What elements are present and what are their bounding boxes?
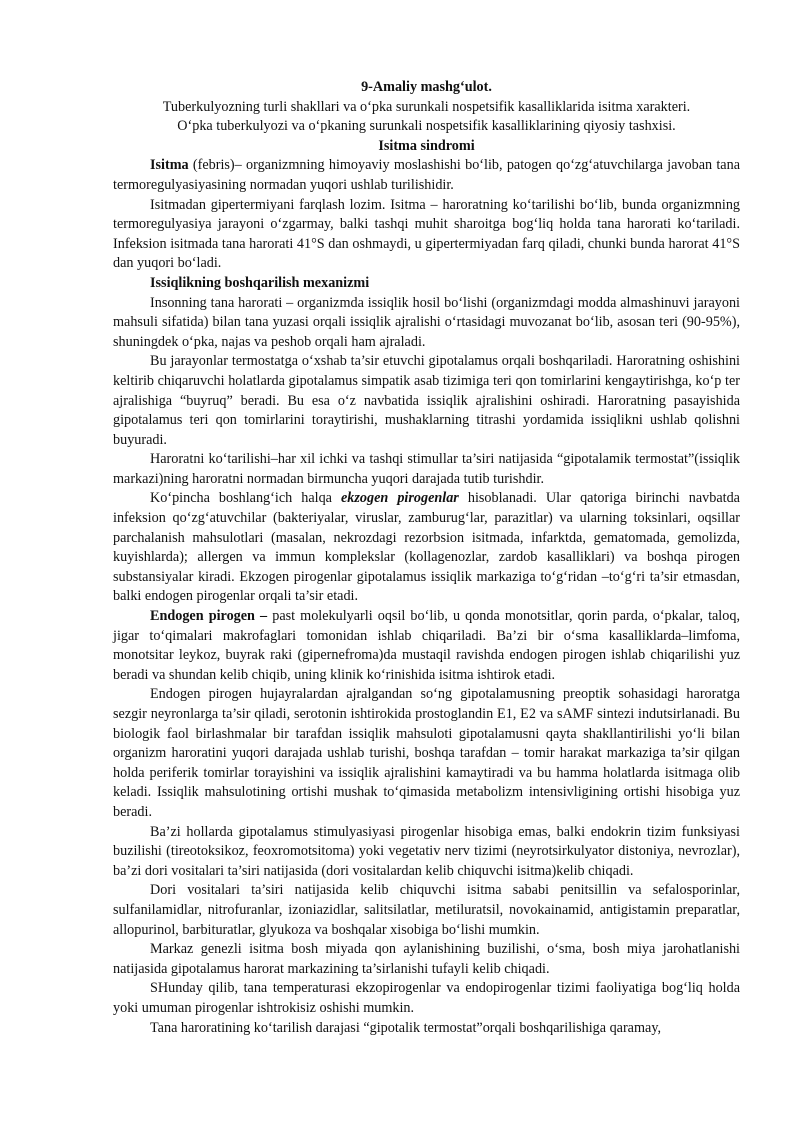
subheading: Issiqlikning boshqarilish mexanizmi: [150, 274, 370, 291]
paragraph-6-pre: Ko‘pincha boshlang‘ich halqa: [150, 490, 341, 507]
paragraph-11: Markaz genezli isitma bosh miyada qon aylanishining buzilishi, o‘sma, bosh miya jarohatlanishi natijasida gipotalamus harorat markazining ta’sirlanishi tufayli kelib chiqadi.: [113, 941, 740, 977]
paragraph-9: Ba’zi hollarda gipotalamus stimulyasiyasi pirogenlar hisobiga emas, balki endokrin tizim funksiyasi buzilishi (tireotoksikoz, feoxromotsitoma) yoki vegetativ nerv tizimi (neyrotsirkulyator distoniya, nevrozlar), ba’zi dori vositalari ta’siri natijasida (dori vositalardan kelib chiquvchi isitma)kelib chiqadi.: [113, 823, 740, 879]
paragraph-6-post: hisoblanadi. Ular qatoriga birinchi navbatda infeksion qo‘zg‘atuvchilar (bakteriyalar, viruslar, zamburug‘lar, parazitlar) va ularning toksinlari, oqsillar parchalanish mahsulotlari (masalan, nekrozdagi rezorbsion isitmada, infarktda, gematomada, gemolizda, kuyishlarda); allergen va immun komplekslar (kollagenozlar, zardob kasalliklari) va boshqa pirogen substansiyalar kiradi. Ekzogen pirogenlar gipotalamus issiqlik markaziga to‘g‘ridan –to‘g‘ri ta’sir etmasdan, balki endogen pirogenlar orqali ta’sir etadi.: [113, 490, 740, 605]
subtitle-1: Tuberkulyozning turli shakllari va o‘pka surunkali nospetsifik kasalliklarida isitma xarakteri.: [162, 98, 691, 115]
paragraph-5: Haroratni ko‘tarilishi–har xil ichki va tashqi stimullar ta’siri natijasida “gipotalamik termostat”(issiqlik markazi)ning haroratni normadan birmuncha yuqori darajada tutib turishdir.: [113, 451, 740, 487]
subtitle-2: O‘pka tuberkulyozi va o‘pkaning surunkali nospetsifik kasalliklarining qiyosiy tashxisi.: [177, 118, 676, 135]
paragraph-13: Tana haroratining ko‘tarilish darajasi “gipotalik termostat”orqali boshqarilishiga qaramay,: [150, 1019, 662, 1036]
paragraph-2: Isitmadan gipertermiyani farqlash lozim. Isitma – haroratning ko‘tarilishi bo‘lib, bunda organizmning termoregulyasiya jarayoni o‘zgarmay, balki tashqi muhit sharoitga bog‘liq holda tana harorati ko‘tariladi. Infeksion isitmada tana harorati 41°S dan oshmaydi, u gipertermiyadan farq qiladi, chunki bunda harorat 41°S dan yuqori bo‘ladi.: [113, 196, 740, 272]
page-title: 9-Amaliy mashg‘ulot.: [361, 79, 492, 95]
paragraph-10: Dori vositalari ta’siri natijasida kelib chiquvchi isitma sababi penitsillin va sefalosporinlar, sulfanilamidlar, nitrofuranlar, izoniazidlar, salitsilatlar, metiluratsil, novokainamid, antigistamin preparatlar, allopurinol, barbituratlar, glyukoza va boshqalar xisobiga bo‘lishi mumkin.: [113, 882, 740, 938]
paragraph-8: Endogen pirogen hujayralardan ajralgandan so‘ng gipotalamusning preoptik sohasidagi haroratga sezgir neyronlarga ta’sir qiladi, serotonin ishtirokida prostoglandin E1, E2 va sAMF sintezi indutsirlanadi. Bu biologik faol birlashmalar bir tarafdan issiqlik mahsuloti gipotalamusni qayta shakllantirilishi yo‘li bilan organizm haroratini yuqori darajada ushlab turishi, boshqa tarafdan – tomir harakat markaziga ta’sir qilgan holda periferik tomirlar torayishini va issiqlik ajralishini kamaytiradi va bu hamma holatlarda isitmaga olib keladi. Issiqlik mahsulotining ortishi mushak to‘qimasida metabolizm intensivligining ortishi hisobiga yuz beradi.: [113, 686, 740, 820]
term-ekzogen-pirogenlar: ekzogen pirogenlar: [341, 490, 459, 507]
paragraph-4: Bu jarayonlar termostatga o‘xshab ta’sir etuvchi gipotalamus orqali boshqariladi. Haroratning oshishini keltirib chiqaruvchi holatlarda gipotalamus simpatik asab tizimiga teri qon tomirlarini kengaytirishga, ko‘p ter ajralishiga “buyruq” beradi. Bu esa o‘z navbatida issiqlik ajralishini oshiradi. Haroratning pasayishida gipotalamus teri qon tomirlarini toraytirishi, mushaklarning titrashi yordamida issiqlikni ushlab qolishni buyuradi.: [113, 353, 740, 448]
paragraph-6: [113, 489, 740, 607]
paragraph-7: [113, 607, 740, 685]
paragraph-1: [113, 156, 740, 195]
term-isitma: Isitma: [150, 157, 189, 174]
document-page: [113, 78, 740, 1038]
paragraph-12: SHunday qilib, tana temperaturasi ekzopirogenlar va endopirogenlar tizimi faoliyatiga bog‘liq holda yoki umuman pirogenlar ishtrokisiz oshishi mumkin.: [113, 980, 740, 1016]
paragraph-7-text: past molekulyarli oqsil bo‘lib, u qonda monotsitlar, qorin parda, o‘pkalar, taloq, jigar to‘qimalari makrofaglari tomonidan ishlab chiqariladi. Ba’zi bir o‘sma kasalliklarda–limfoma, monotsitar leykoz, buyrak raki (gipernefroma)da mustaqil ravishda endogen pirogen ishlab chiqarilishi yuz beradi va shundan kelib chiqib, uning klinik ko‘rinishida isitma ishtirok etadi.: [113, 608, 740, 683]
paragraph-1-text: (febris)– organizmning himoyaviy moslashishi bo‘lib, patogen qo‘zg‘atuvchilarga javoban tana termoregulyasiyasining normadan yuqori ushlab turilishidir.: [113, 157, 740, 193]
term-endogen-pirogen: Endogen pirogen –: [150, 608, 268, 625]
section-heading: Isitma sindromi: [378, 137, 475, 154]
paragraph-3: Insonning tana harorati – organizmda issiqlik hosil bo‘lishi (organizmdagi modda almashinuvi jarayoni mahsuli sifatida) bilan tana yuzasi orqali issiqlik ajralishi o‘rtasidagi muvozanat bo‘lib, asosan teri (90-95%), shuningdek o‘pka, najas va peshob orqali ham ajraladi.: [113, 294, 740, 350]
